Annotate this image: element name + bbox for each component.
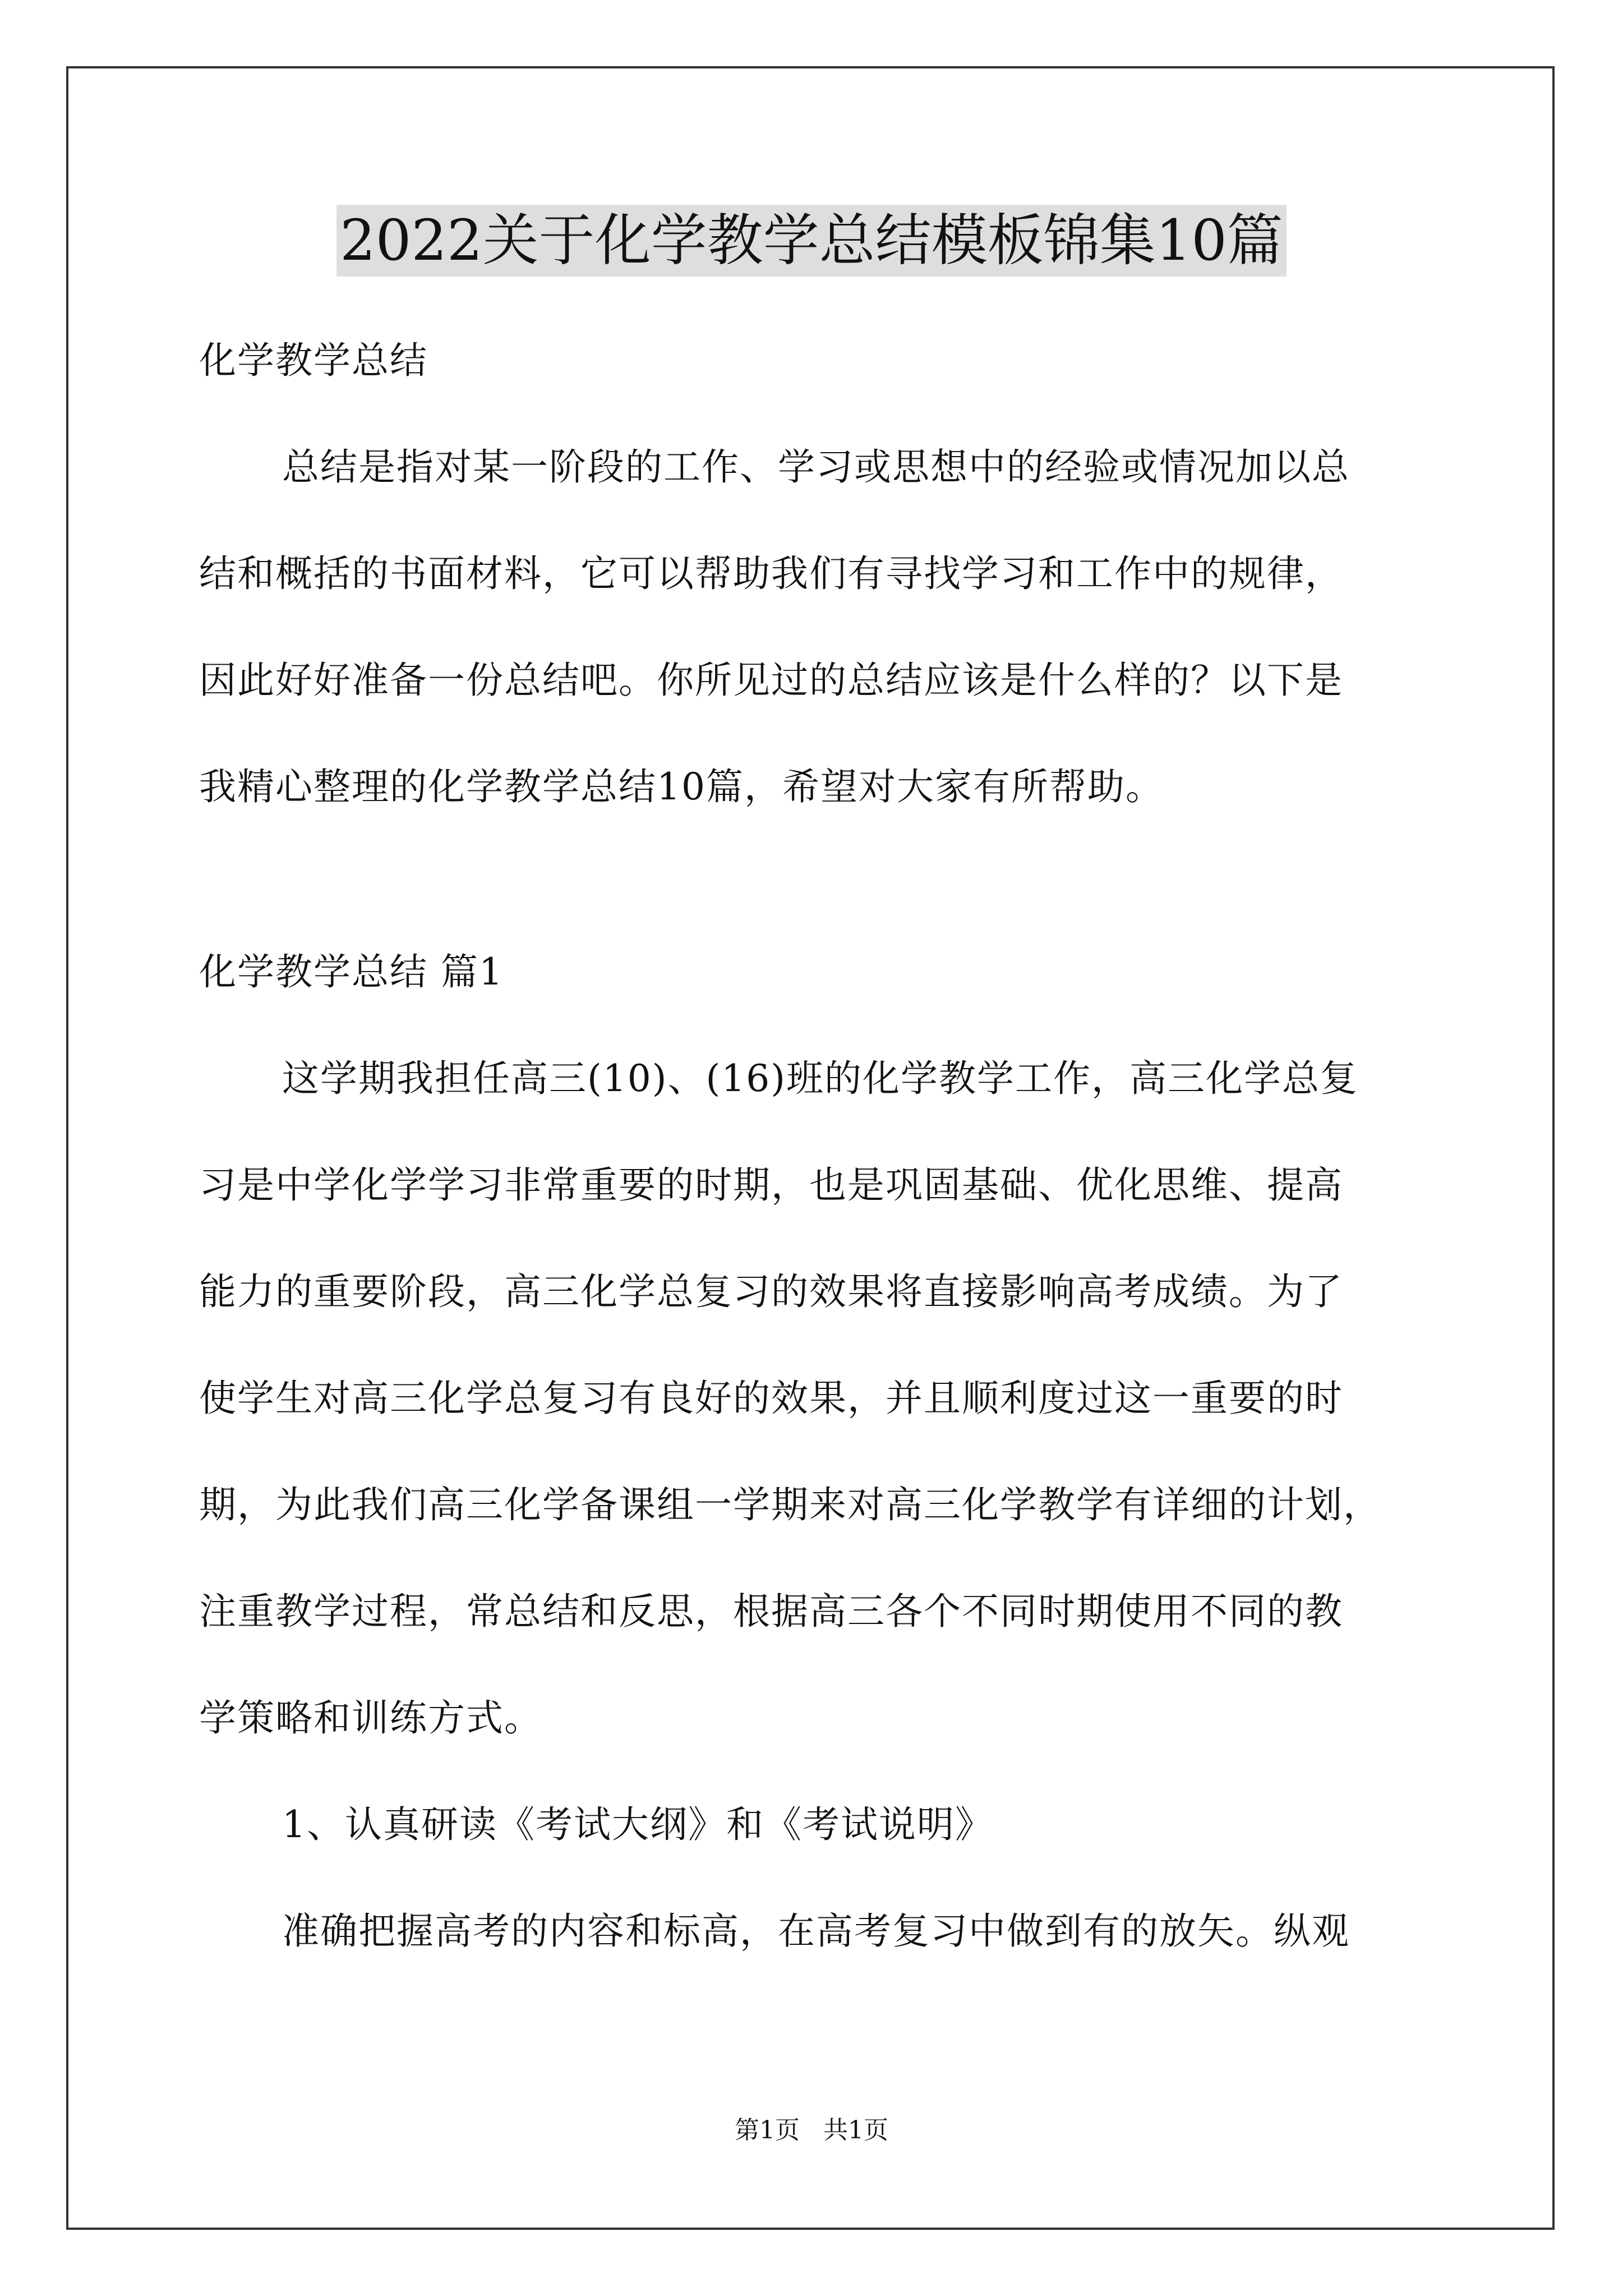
paragraph-line: 使学生对高三化学总复习有良好的效果，并且顺利度过这一重要的时: [199, 1377, 1343, 1420]
intro-line: 总结是指对某一阶段的工作、学习或思想中的经验或情况加以总: [282, 445, 1350, 489]
list-item-heading: 1、认真研读《考试大纲》和《考试说明》: [282, 1803, 993, 1846]
intro-heading: 化学教学总结: [199, 339, 428, 382]
list-item-text: 准确把握高考的内容和标高，在高考复习中做到有的放矢。纵观: [282, 1910, 1350, 1953]
page-number: 第1页 共1页: [735, 2116, 888, 2145]
intro-line: 结和概括的书面材料，它可以帮助我们有寻找学习和工作中的规律，: [199, 552, 1343, 595]
paragraph-line: 注重教学过程，常总结和反思，根据高三各个不同时期使用不同的教: [199, 1590, 1343, 1633]
intro-line: 因此好好准备一份总结吧。你所见过的总结应该是什么样的？以下是: [199, 659, 1343, 702]
title-container: [0, 205, 1623, 277]
section-spacer: [199, 840, 1433, 919]
paragraph-line: 能力的重要阶段，高三化学总复习的效果将直接影响高考成绩。为了: [199, 1270, 1343, 1313]
paragraph-line: 学策略和训练方式。: [199, 1696, 542, 1740]
intro-line: 我精心整理的化学教学总结10篇，希望对大家有所帮助。: [199, 765, 1164, 808]
section-heading: 化学教学总结 篇1: [199, 950, 504, 993]
document-title: 2022关于化学教学总结模板锦集10篇: [336, 205, 1287, 277]
paragraph-line: 这学期我担任高三(10)、(16)班的化学教学工作，高三化学总复: [282, 1057, 1358, 1100]
document-body: [199, 307, 1433, 1985]
paragraph-line: 期，为此我们高三化学备课组一学期来对高三化学教学有详细的计划，: [199, 1483, 1381, 1526]
paragraph-line: 习是中学化学学习非常重要的时期，也是巩固基础、优化思维、提高: [199, 1163, 1343, 1207]
